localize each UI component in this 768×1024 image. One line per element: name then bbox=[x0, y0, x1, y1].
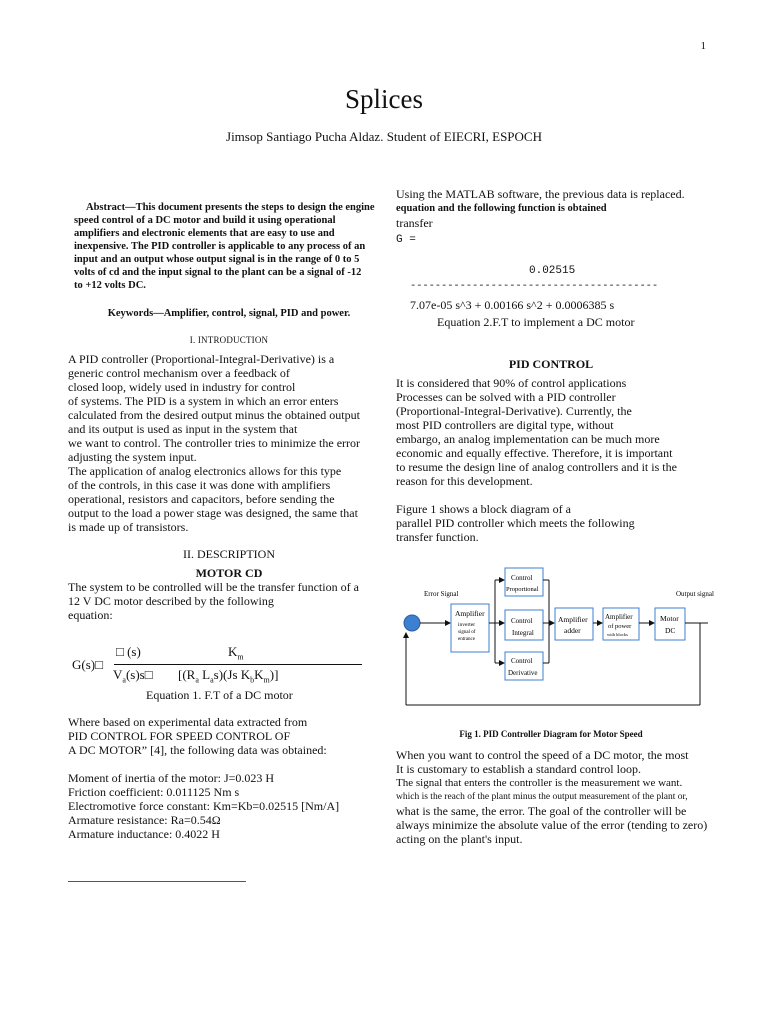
matlab-numerator: 0.02515 bbox=[529, 265, 576, 277]
text-line: closed loop, widely used in industry for control bbox=[68, 380, 296, 394]
text-line: most PID controllers are digital type, without bbox=[396, 418, 614, 432]
equation-1 bbox=[68, 640, 390, 690]
eq-lhs: G(s)□ bbox=[72, 657, 103, 672]
text-line: we want to control. The controller tries to minimize the error bbox=[68, 436, 361, 450]
block-motor-dc bbox=[655, 608, 685, 640]
text-line: The application of analog electronics allows for this type bbox=[68, 464, 342, 478]
label: Amplifier bbox=[455, 609, 485, 618]
abstract-line: inexpensive. The PID controller is applicable to any process of an bbox=[74, 241, 366, 252]
abstract bbox=[68, 201, 390, 292]
paper-title: Splices bbox=[345, 84, 423, 114]
closing-text bbox=[396, 748, 726, 846]
pid-heading: PID CONTROL bbox=[508, 357, 594, 371]
equation-2-caption: Equation 2.F.T to implement a DC motor bbox=[437, 315, 635, 329]
error-signal-label: Error Signal bbox=[424, 590, 459, 598]
text-line: When you want to control the speed of a DC motor, the most bbox=[396, 748, 689, 762]
text-line: transfer function. bbox=[396, 530, 479, 544]
text-line: always minimize the absolute value of the error (tending to zero) bbox=[396, 818, 708, 832]
label: Amplifier bbox=[605, 613, 633, 621]
introduction-text bbox=[68, 352, 390, 534]
label: Control bbox=[511, 574, 533, 582]
data-item: Electromotive force constant: Km=Kb=0.02515 [Nm/A] bbox=[68, 799, 340, 813]
text-line: Where based on experimental data extracted from bbox=[68, 715, 308, 729]
text-line: operational, resistors and capacitors, before sending the bbox=[68, 492, 335, 506]
data-item: Armature inductance: 0.4022 H bbox=[68, 827, 220, 841]
text-line: generic control mechanism over a feedback of bbox=[68, 366, 290, 380]
fraction-bar bbox=[114, 664, 362, 665]
text-line: A PID controller (Proportional-Integral-Derivative) is a bbox=[68, 352, 335, 366]
text-line: 12 V DC motor described by the following bbox=[68, 594, 274, 608]
block-amplifier-adder bbox=[555, 608, 593, 640]
figure-intro bbox=[396, 502, 706, 544]
text-line: Processes can be solved with a PID controller bbox=[396, 390, 616, 404]
text-line: of systems. The PID is a system in which an error enters bbox=[68, 394, 339, 408]
text-line: Figure 1 shows a block diagram of a bbox=[396, 502, 571, 516]
matlab-g-label: G = bbox=[396, 234, 416, 246]
motor-data-list bbox=[68, 771, 390, 841]
text-line: acting on the plant's input. bbox=[396, 832, 523, 846]
page-number: 1 bbox=[700, 40, 706, 52]
text-line: embargo, an analog implementation can be much more bbox=[396, 432, 660, 446]
matlab-denominator: 7.07e-05 s^3 + 0.00166 s^2 + 0.0006385 s bbox=[410, 298, 615, 312]
summing-junction bbox=[404, 615, 420, 631]
text-line: reason for this development. bbox=[396, 474, 533, 488]
data-item: Friction coefficient: 0.011125 Nm s bbox=[68, 785, 240, 799]
label: Amplifier bbox=[558, 615, 588, 624]
data-intro bbox=[68, 715, 390, 757]
text-line: The signal that enters the controller is the measurement we want. bbox=[396, 777, 683, 789]
text-line: It is customary to establish a standard control loop. bbox=[396, 762, 641, 776]
matlab-line-1: Using the MATLAB software, the previous data is replaced. bbox=[396, 187, 685, 201]
eq-den1: $V_a(s)s□$ bbox=[113, 667, 153, 685]
abstract-line: amplifiers and electronic elements that are easy to use and bbox=[74, 228, 335, 239]
abstract-line: speed control of a DC motor and build it using operational bbox=[74, 215, 336, 226]
label: with blocks bbox=[607, 632, 628, 637]
label: Proportional bbox=[506, 586, 539, 593]
text-line: The system to be controlled will be the transfer function of a bbox=[68, 580, 359, 594]
text-line: (Proportional-Integral-Derivative). Currently, the bbox=[396, 404, 632, 418]
label: Control bbox=[511, 657, 533, 665]
label: DC bbox=[665, 626, 676, 635]
author-line: Jimsop Santiago Pucha Aldaz. Student of EIECRI, ESPOCH bbox=[226, 129, 542, 144]
label: entrance bbox=[458, 637, 475, 642]
label: Motor bbox=[660, 614, 679, 623]
label: adder bbox=[564, 626, 581, 635]
pid-block-diagram bbox=[392, 560, 714, 712]
eq-num1: □ (s) bbox=[116, 644, 141, 659]
label: inverter bbox=[458, 622, 476, 628]
text-line: It is considered that 90% of control applications bbox=[396, 376, 627, 390]
text-line: calculated from the desired output minus the obtained output bbox=[68, 408, 360, 422]
text-line: economic and equally effective. Therefore, it is important bbox=[396, 446, 673, 460]
label: signal of bbox=[458, 630, 476, 635]
equation-1-caption: Equation 1. F.T of a DC motor bbox=[146, 688, 293, 702]
label: Integral bbox=[512, 629, 534, 637]
figure-1-caption: Fig 1. PID Controller Diagram for Motor Speed bbox=[459, 729, 643, 739]
abstract-line: to +12 volts DC. bbox=[74, 280, 146, 291]
eq-num2: $K_m$ bbox=[228, 644, 244, 662]
matlab-line-2: equation and the following function is obtained bbox=[396, 203, 607, 214]
subheading-motor-cd: MOTOR CD bbox=[195, 566, 263, 580]
pid-text bbox=[396, 376, 706, 488]
label: Derivative bbox=[508, 669, 538, 677]
matlab-line-3: transfer bbox=[396, 216, 433, 230]
output-signal-label: Output signal bbox=[676, 590, 714, 598]
text-line: adjusting the system input. bbox=[68, 450, 197, 464]
abstract-line: Abstract—This document presents the steps to design the engine bbox=[86, 202, 375, 213]
text-line: A DC MOTOR” [4], the following data was obtained: bbox=[68, 743, 327, 757]
keywords: Keywords—Amplifier, control, signal, PID and power. bbox=[107, 308, 351, 319]
text-line: of the controls, in this case it was done with amplifiers bbox=[68, 478, 331, 492]
abstract-line: volts of cd and the input signal to the plant can be a signal of -12 bbox=[74, 267, 362, 278]
text-line: is made up of transistors. bbox=[68, 520, 189, 534]
label: of power bbox=[608, 623, 632, 630]
text-line: to resume the design line of analog controllers and it is the bbox=[396, 460, 677, 474]
text-line: PID CONTROL FOR SPEED CONTROL OF bbox=[68, 729, 291, 743]
footnote-rule bbox=[68, 881, 246, 882]
text-line: parallel PID controller which meets the following bbox=[396, 516, 635, 530]
text-line: equation: bbox=[68, 608, 113, 622]
data-item: Armature resistance: Ra=0.54Ω bbox=[68, 813, 221, 827]
section-heading-introduction: I. INTRODUCTION bbox=[189, 335, 269, 345]
matlab-dashes: ---------------------------------------- bbox=[410, 280, 659, 292]
text-line: and its output is used as input in the system that bbox=[68, 422, 298, 436]
text-line: output to the load a power stage was designed, the same that bbox=[68, 506, 358, 520]
section-heading-description: II. DESCRIPTION bbox=[183, 547, 275, 561]
eq-den2: [($R_a$ $L_as)(Js$ $K_bK_m$)] bbox=[178, 667, 279, 685]
abstract-line: input and an output whose output signal is in the range of 0 to 5 bbox=[74, 254, 360, 265]
text-line: which is the reach of the plant minus the output measurement of the plant or, bbox=[396, 792, 688, 802]
description-text bbox=[68, 580, 390, 622]
label: Control bbox=[511, 617, 533, 625]
text-line: what is the same, the error. The goal of the controller will be bbox=[396, 804, 687, 818]
data-item: Moment of inertia of the motor: J=0.023 H bbox=[68, 771, 275, 785]
